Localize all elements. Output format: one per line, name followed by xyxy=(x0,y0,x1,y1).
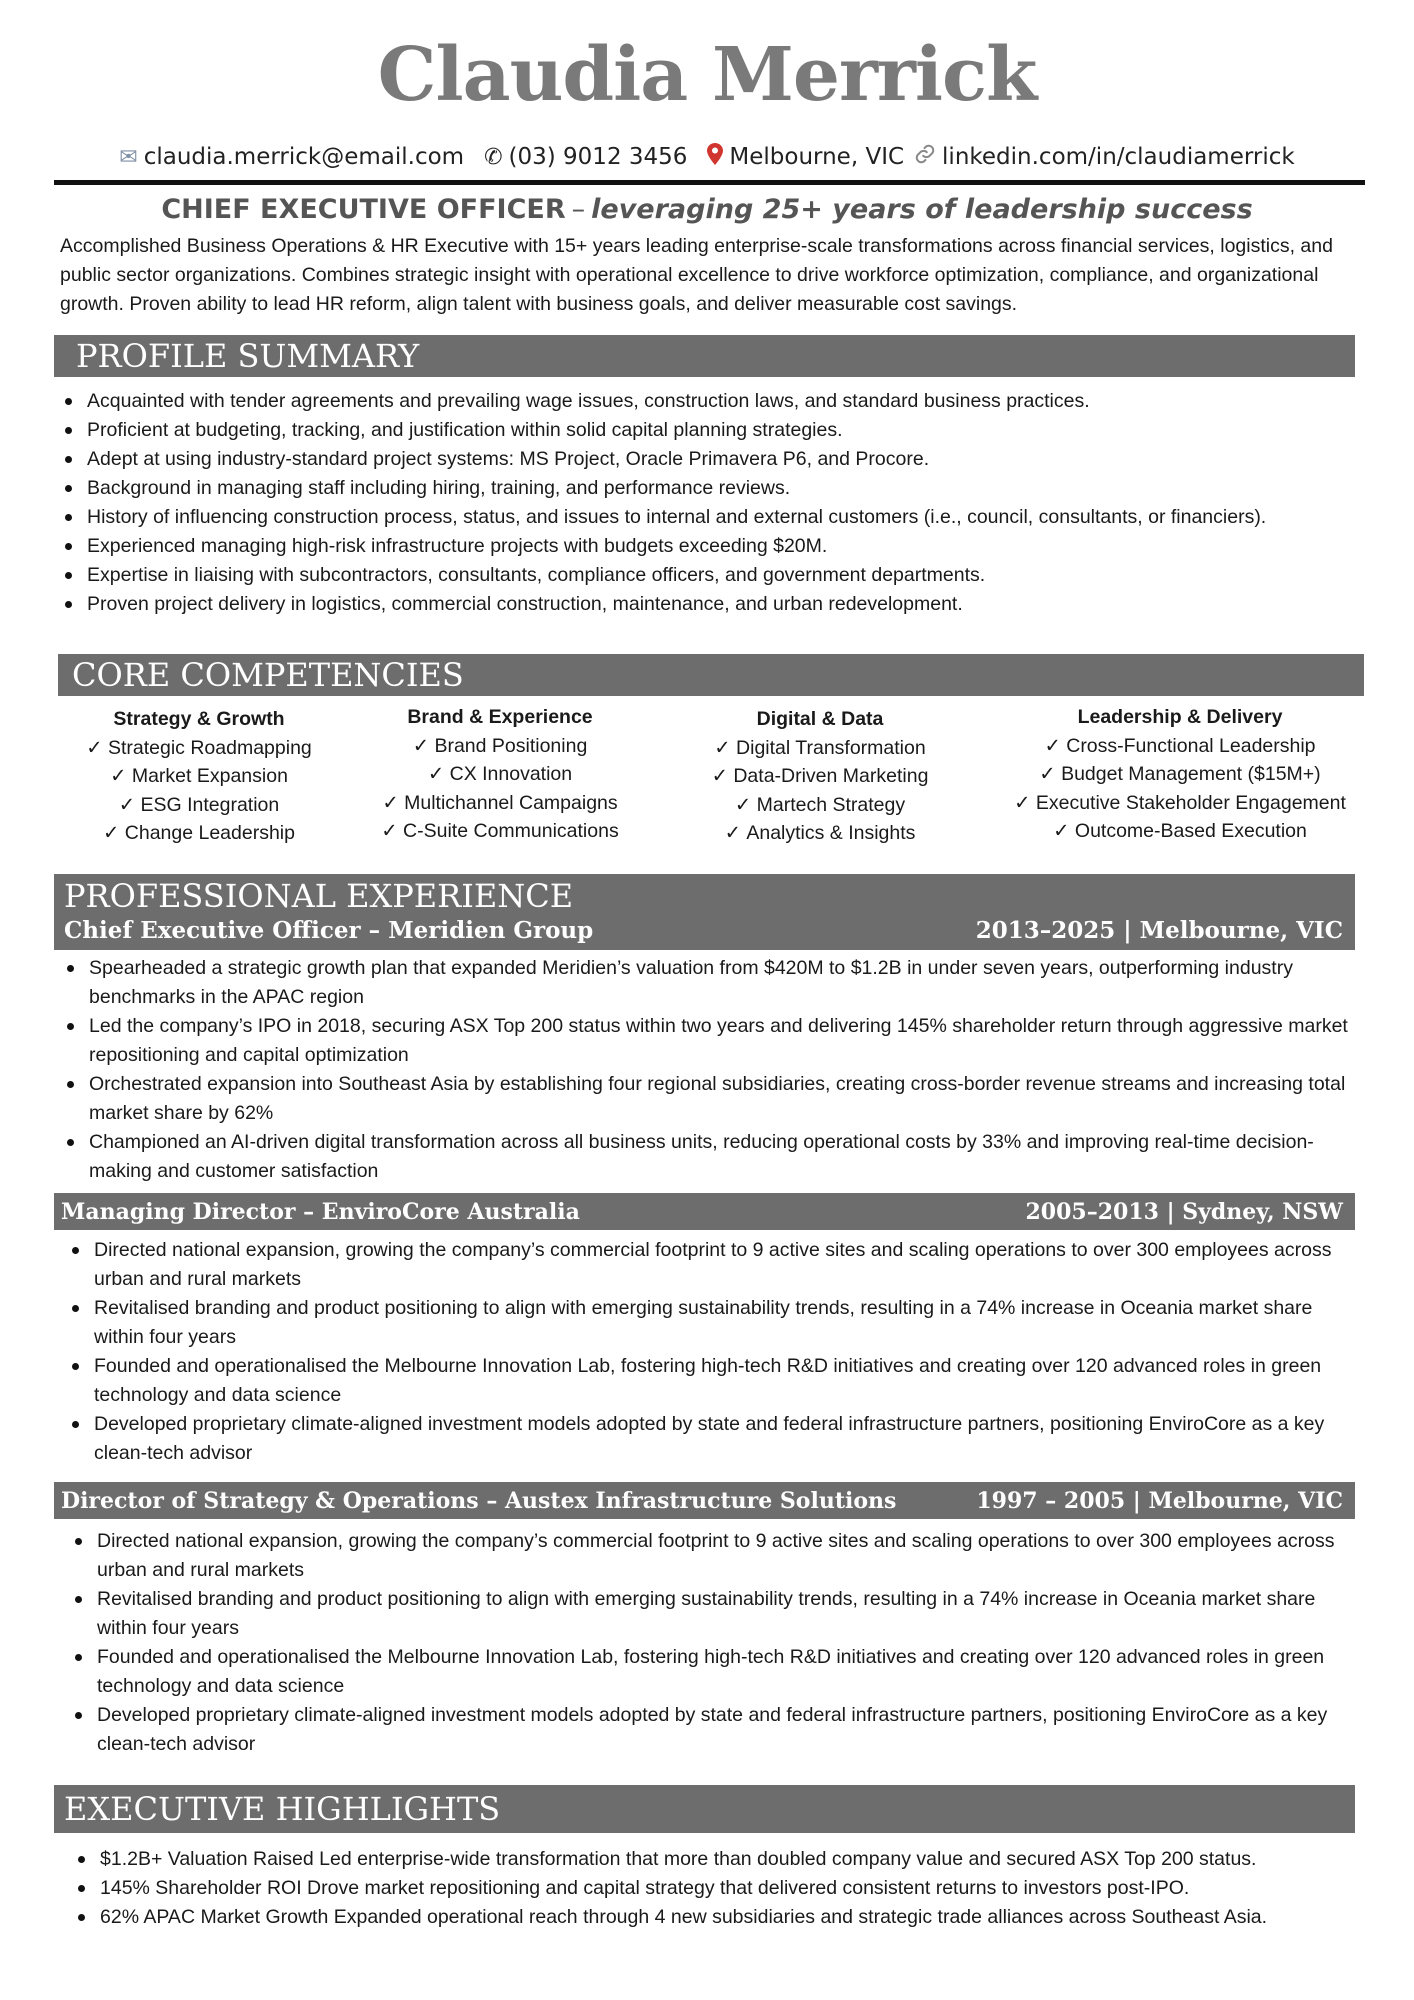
list-item: 145% Shareholder ROI Drove market repositioning and capital strategy that delivered consistent returns to investors post-IPO. xyxy=(73,1874,1373,1903)
email-text: claudia.merrick@email.com xyxy=(143,144,465,170)
competency-item: ✓ Outcome-Based Execution xyxy=(1000,817,1360,846)
link-icon xyxy=(914,143,936,171)
profile-list xyxy=(60,387,1360,619)
intro-paragraph: Accomplished Business Operations & HR Executive with 15+ years leading enterprise-scale transformations across financial services, logistics, and public sector organizations. Combines strategic insight with operational excellence to drive workforce optimization, compliance, and organizational growth. Proven ability to lead HR reform, align talent with business goals, and deliver measurable cost savings. xyxy=(60,235,1333,315)
highlights-list xyxy=(73,1845,1373,1932)
section-header-competencies: CORE COMPETENCIES xyxy=(58,654,1364,696)
list-item: Founded and operationalised the Melbourne Innovation Lab, fostering high-tech R&D initiatives and creating over 120 advanced roles in green technology and data science xyxy=(67,1352,1367,1410)
list-item: Developed proprietary climate-aligned investment models adopted by state and federal infrastructure partners, positioning EnviroCore as a key clean-tech advisor xyxy=(70,1701,1370,1759)
list-item: Directed national expansion, growing the company’s commercial footprint to 9 active sites and scaling operations to over 300 employees across urban and rural markets xyxy=(70,1527,1370,1585)
contact-line xyxy=(54,140,1360,174)
competency-heading: Brand & Experience xyxy=(407,706,593,728)
list-item: Experienced managing high-risk infrastructure projects with budgets exceeding $20M. xyxy=(60,532,1360,561)
competency-item: ✓ Brand Positioning xyxy=(360,732,640,761)
headline-tagline: leveraging 25+ years of leadership success xyxy=(591,194,1253,225)
section-header-experience xyxy=(54,874,1355,950)
headline-title: CHIEF EXECUTIVE OFFICER xyxy=(161,194,566,225)
list-item: Revitalised branding and product positioning to align with emerging sustainability trends, resulting in a 74% increase in Oceania market share within four years xyxy=(67,1294,1367,1352)
candidate-name: Claudia Merrick xyxy=(377,32,1037,118)
role-bullets xyxy=(67,1236,1367,1468)
role-meta: 2013–2025 | Melbourne, VIC xyxy=(975,917,1343,944)
headline xyxy=(54,192,1360,228)
experience-title: PROFESSIONAL EXPERIENCE xyxy=(64,877,574,915)
phone-icon: ✆ xyxy=(484,144,503,170)
competency-column xyxy=(64,705,334,848)
contact-phone[interactable] xyxy=(484,144,687,170)
role-header xyxy=(54,1482,1355,1519)
competency-column xyxy=(360,703,640,846)
header-divider xyxy=(54,180,1365,185)
list-item: Championed an AI-driven digital transformation across all business units, reducing operational costs by 33% and improving real-time decision-making and customer satisfaction xyxy=(62,1128,1362,1186)
location-text: Melbourne, VIC xyxy=(729,144,905,170)
competency-item: ✓ Martech Strategy xyxy=(690,791,950,820)
competency-heading: Leadership & Delivery xyxy=(1077,706,1283,728)
competency-item: ✓ Cross-Functional Leadership xyxy=(1000,732,1360,761)
competency-item: ✓ Data-Driven Marketing xyxy=(690,762,950,791)
section-header-profile: PROFILE SUMMARY xyxy=(54,335,1355,377)
competency-item: ✓ Analytics & Insights xyxy=(690,819,950,848)
role-header xyxy=(64,914,1343,948)
list-item: Acquainted with tender agreements and prevailing wage issues, construction laws, and standard business practices. xyxy=(60,387,1360,416)
contact-email[interactable] xyxy=(119,144,464,170)
list-item: $1.2B+ Valuation Raised Led enterprise-wide transformation that more than doubled company value and secured ASX Top 200 status. xyxy=(73,1845,1373,1874)
list-item: Proven project delivery in logistics, commercial construction, maintenance, and urban redevelopment. xyxy=(60,590,1360,619)
role-title: Chief Executive Officer – Meridien Group xyxy=(64,917,594,944)
role-bullets xyxy=(62,954,1362,1186)
competency-item: ✓ Multichannel Campaigns xyxy=(360,789,640,818)
list-item: 62% APAC Market Growth Expanded operational reach through 4 new subsidiaries and strategic trade alliances across Southeast Asia. xyxy=(73,1903,1373,1932)
role-meta: 1997 – 2005 | Melbourne, VIC xyxy=(976,1487,1343,1514)
list-item: Led the company’s IPO in 2018, securing ASX Top 200 status within two years and delivering 145% shareholder return through aggressive market repositioning and capital optimization xyxy=(62,1012,1362,1070)
contact-linkedin[interactable] xyxy=(914,143,1295,171)
list-item: History of influencing construction process, status, and issues to internal and external customers (i.e., council, consultants, or financiers). xyxy=(60,503,1360,532)
competency-item: ✓ Market Expansion xyxy=(64,762,334,791)
list-item: Developed proprietary climate-aligned investment models adopted by state and federal infrastructure partners, positioning EnviroCore as a key clean-tech advisor xyxy=(67,1410,1367,1468)
list-item: Founded and operationalised the Melbourne Innovation Lab, fostering high-tech R&D initiatives and creating over 120 advanced roles in green technology and data science xyxy=(70,1643,1370,1701)
role-meta: 2005–2013 | Sydney, NSW xyxy=(1025,1198,1343,1225)
email-icon: ✉ xyxy=(119,144,138,170)
list-item: Orchestrated expansion into Southeast Asia by establishing four regional subsidiaries, creating cross-border revenue streams and increasing total market share by 62% xyxy=(62,1070,1362,1128)
list-item: Proficient at budgeting, tracking, and justification within solid capital planning strategies. xyxy=(60,416,1360,445)
headline-separator: – xyxy=(571,194,586,225)
linkedin-text: linkedin.com/in/claudiamerrick xyxy=(942,144,1295,170)
competency-item: ✓ Digital Transformation xyxy=(690,734,950,763)
competency-item: ✓ Strategic Roadmapping xyxy=(64,734,334,763)
competency-item: ✓ CX Innovation xyxy=(360,760,640,789)
list-item: Adept at using industry-standard project systems: MS Project, Oracle Primavera P6, and Procore. xyxy=(60,445,1360,474)
competency-column xyxy=(690,705,950,848)
role-bullets xyxy=(70,1527,1370,1759)
list-item: Directed national expansion, growing the company’s commercial footprint to 9 active sites and scaling operations to over 300 employees across urban and rural markets xyxy=(67,1236,1367,1294)
competency-item: ✓ Executive Stakeholder Engagement xyxy=(1000,789,1360,818)
role-header xyxy=(54,1193,1355,1230)
location-pin-icon xyxy=(707,143,723,171)
competency-heading: Digital & Data xyxy=(756,708,884,730)
list-item: Background in managing staff including hiring, training, and performance reviews. xyxy=(60,474,1360,503)
list-item: Spearheaded a strategic growth plan that expanded Meridien’s valuation from $420M to $1.2B in under seven years, outperforming industry benchmarks in the APAC region xyxy=(62,954,1362,1012)
list-item: Revitalised branding and product positioning to align with emerging sustainability trends, resulting in a 74% increase in Oceania market share within four years xyxy=(70,1585,1370,1643)
competency-item: ✓ C-Suite Communications xyxy=(360,817,640,846)
competency-item: ✓ ESG Integration xyxy=(64,791,334,820)
competency-heading: Strategy & Growth xyxy=(113,708,285,730)
competency-item: ✓ Budget Management ($15M+) xyxy=(1000,760,1360,789)
section-header-highlights: EXECUTIVE HIGHLIGHTS xyxy=(54,1785,1355,1833)
contact-location xyxy=(707,143,904,171)
competency-column xyxy=(1000,703,1360,846)
competency-item: ✓ Change Leadership xyxy=(64,819,334,848)
list-item: Expertise in liaising with subcontractors, consultants, compliance officers, and government departments. xyxy=(60,561,1360,590)
role-title: Director of Strategy & Operations – Austex Infrastructure Solutions xyxy=(61,1487,897,1514)
role-title: Managing Director – EnviroCore Australia xyxy=(61,1198,580,1225)
phone-text: (03) 9012 3456 xyxy=(508,144,688,170)
